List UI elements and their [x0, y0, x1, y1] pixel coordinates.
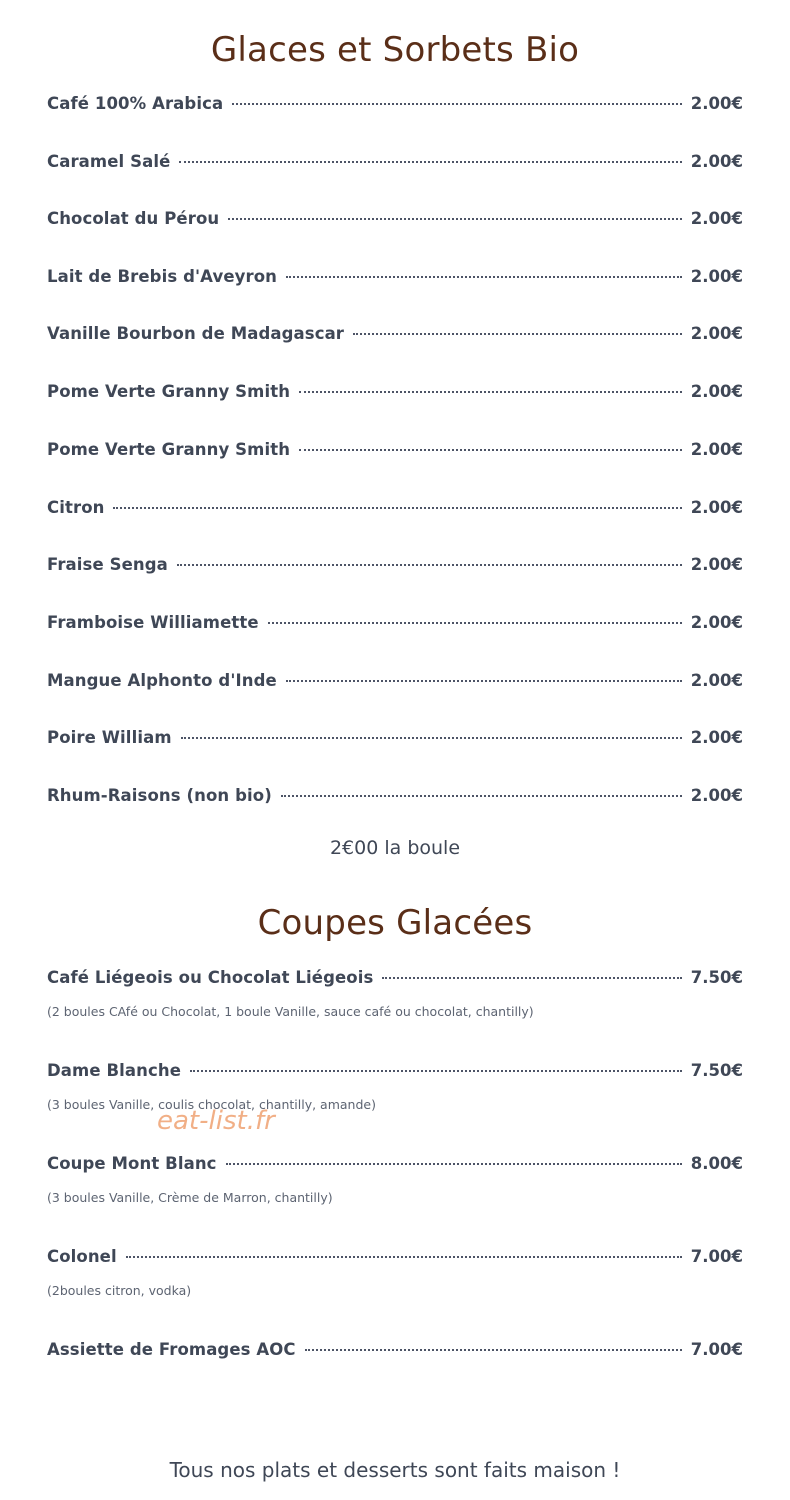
menu-item-name: Framboise Williamette: [47, 612, 259, 632]
menu-item-price: 7.50€: [690, 967, 743, 987]
menu-item-name: Pome Verte Granny Smith: [47, 381, 291, 401]
dotted-leader: [281, 795, 682, 797]
menu-item-price: 2.00€: [690, 208, 743, 228]
menu-item-name: Dame Blanche: [47, 1060, 181, 1080]
dotted-leader: [286, 680, 682, 682]
menu-item: [47, 1336, 743, 1362]
menu-item-price: 2.00€: [690, 612, 743, 632]
menu-item: [47, 1243, 743, 1269]
menu-item-description: (3 boules Vanille, Crème de Marron, chantilly): [47, 1190, 333, 1205]
menu-item-name: Assiette de Fromages AOC: [47, 1339, 296, 1359]
menu-item: [47, 667, 743, 693]
menu-item-name: Vanille Bourbon de Madagascar: [47, 323, 345, 343]
menu-item-name: Mangue Alphonto d'Inde: [47, 670, 277, 690]
menu-item: [47, 964, 743, 990]
dotted-leader: [299, 449, 682, 451]
menu-item: [47, 782, 743, 808]
section-title-coupes: Coupes Glacées: [257, 903, 533, 943]
menu-item-price: 2.00€: [690, 554, 743, 574]
dotted-leader: [113, 507, 681, 509]
menu-item-price: 2.00€: [690, 727, 743, 747]
dotted-leader: [228, 218, 682, 220]
dotted-leader: [179, 161, 681, 163]
dotted-leader: [190, 1070, 682, 1072]
menu-item-price: 2.00€: [690, 93, 743, 113]
menu-item: [47, 494, 743, 520]
menu-item-price: 7.50€: [690, 1060, 743, 1080]
menu-item-price: 2.00€: [690, 497, 743, 517]
menu-item: [47, 263, 743, 289]
menu-item-price: 2.00€: [690, 266, 743, 286]
menu-item: [47, 551, 743, 577]
menu-item-name: Chocolat du Pérou: [47, 208, 220, 228]
menu-item: [47, 320, 743, 346]
menu-item-price: 2.00€: [690, 439, 743, 459]
menu-item-price: 2.00€: [690, 323, 743, 343]
menu-item: [47, 724, 743, 750]
footer-note: Tous nos plats et desserts sont faits maison !: [169, 1458, 621, 1482]
menu-item: [47, 205, 743, 231]
menu-item-name: Citron: [47, 497, 105, 517]
menu-item: [47, 1150, 743, 1176]
dotted-leader: [382, 977, 681, 979]
menu-item-name: Poire William: [47, 727, 172, 747]
menu-item-price: 2.00€: [690, 151, 743, 171]
watermark: eat-list.fr: [157, 1106, 275, 1136]
menu-item-price: 2.00€: [690, 785, 743, 805]
dotted-leader: [126, 1256, 682, 1258]
dotted-leader: [232, 103, 682, 105]
section-title-glaces: Glaces et Sorbets Bio: [210, 30, 580, 70]
menu-item-name: Fraise Senga: [47, 554, 168, 574]
price-note: 2€00 la boule: [329, 837, 461, 859]
dotted-leader: [268, 622, 682, 624]
menu-item: [47, 90, 743, 116]
menu-item-description: (2boules citron, vodka): [47, 1283, 192, 1298]
dotted-leader: [177, 564, 682, 566]
menu-item: [47, 609, 743, 635]
menu-item-name: Pome Verte Granny Smith: [47, 439, 291, 459]
dotted-leader: [305, 1349, 682, 1351]
menu-item: [47, 378, 743, 404]
dotted-leader: [226, 1163, 682, 1165]
dotted-leader: [181, 737, 682, 739]
dotted-leader: [286, 276, 682, 278]
menu-item-price: 7.00€: [690, 1339, 743, 1359]
menu-item-description: (2 boules CAfé ou Chocolat, 1 boule Vanille, sauce café ou chocolat, chantilly): [47, 1004, 534, 1019]
menu-item-name: Rhum-Raisons (non bio): [47, 785, 272, 805]
menu-item-name: Café Liégeois ou Chocolat Liégeois: [47, 967, 374, 987]
menu-item-name: Caramel Salé: [47, 151, 171, 171]
menu-item: [47, 1057, 743, 1083]
menu-item-name: Coupe Mont Blanc: [47, 1153, 217, 1173]
menu-item-price: 8.00€: [690, 1153, 743, 1173]
menu-item-name: Lait de Brebis d'Aveyron: [47, 266, 277, 286]
menu-item-name: Café 100% Arabica: [47, 93, 224, 113]
menu-item-name: Colonel: [47, 1246, 117, 1266]
dotted-leader: [353, 333, 682, 335]
menu-item-description: (3 boules Vanille, coulis chocolat, chantilly, amande): [47, 1097, 376, 1112]
menu-item-price: 7.00€: [690, 1246, 743, 1266]
menu-item: [47, 436, 743, 462]
menu-item-price: 2.00€: [690, 670, 743, 690]
menu-item-price: 2.00€: [690, 381, 743, 401]
menu-item: [47, 148, 743, 174]
dotted-leader: [299, 391, 682, 393]
